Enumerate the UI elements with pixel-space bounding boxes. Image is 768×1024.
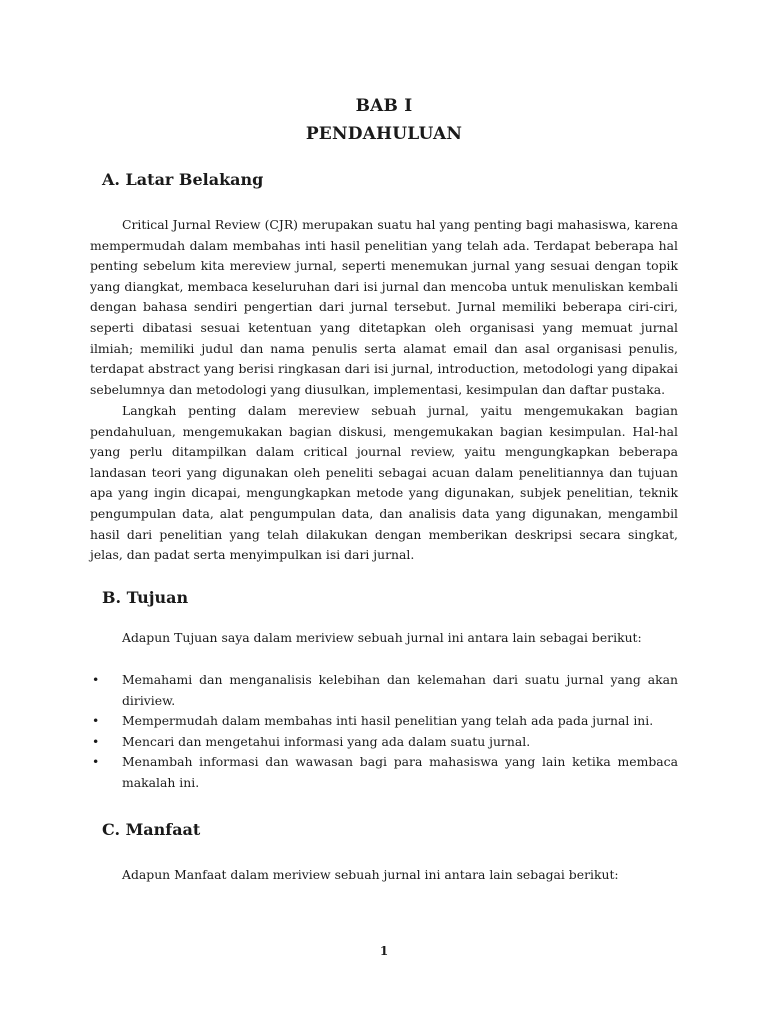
manfaat-intro: Adapun Manfaat dalam meriview sebuah jurnal ini antara lain sebagai berikut: (122, 867, 619, 882)
list-item-text: Mencari dan mengetahui informasi yang ada dalam suatu jurnal. (122, 733, 531, 749)
paragraph-latar-belakang-1: Critical Jurnal Review (CJR) merupakan suatu hal yang penting bagi mahasiswa, karena mempermudah dalam membahas inti hasil penelitian yang telah ada. Terdapat beberapa hal penting sebelum kita mereview jurnal, seperti menemukan jurnal yang sesuai dengan topik yang diangkat, membaca keseluruhan dari isi jurnal dan mencoba untuk menuliskan kembali dengan bahasa sendiri pengertian dari jurnal tersebut. Jurnal memiliki beberapa ciri-ciri, seperti dibatasi sesuai ketentuan yang ditetapkan oleh organisasi yang memuat jurnal ilmiah; memiliki judul dan nama penulis serta alamat email dan asal organisasi penulis, terdapat abstract yang berisi ringkasan dari isi jurnal, introduction, metodologi yang dipakai sebelumnya dan metodologi yang diusulkan, implementasi, kesimpulan dan daftar pustaka. (90, 217, 678, 397)
bullet-icon: • (92, 733, 100, 749)
list-item-text: Mempermudah dalam membahas inti hasil penelitian yang telah ada pada jurnal ini. (122, 713, 654, 729)
list-item (90, 752, 678, 793)
list-item (90, 732, 678, 753)
bullet-icon: • (92, 672, 100, 687)
section-heading-manfaat: C. Manfaat (102, 820, 201, 839)
section-heading-tujuan: B. Tujuan (102, 588, 189, 607)
bullet-icon: • (92, 713, 100, 729)
tujuan-intro: Adapun Tujuan saya dalam meriview sebuah jurnal ini antara lain sebagai berikut: (122, 630, 642, 645)
chapter-title: PENDAHULUAN (305, 124, 463, 144)
page-number: 1 (379, 944, 389, 958)
tujuan-list (90, 670, 678, 794)
list-item-text: Menambah informasi dan wawasan bagi para mahasiswa yang lain ketika membaca makalah ini. (122, 754, 678, 790)
bullet-icon: • (92, 754, 100, 770)
chapter-number: BAB I (355, 96, 413, 116)
paragraph-latar-belakang-2: Langkah penting dalam mereview sebuah jurnal, yaitu mengemukakan bagian pendahuluan, mengemukakan bagian diskusi, mengemukakan bagian kesimpulan. Hal-hal yang perlu ditampilkan dalam critical journal review, yaitu mengungkapkan beberapa landasan teori yang digunakan oleh peneliti sebagai acuan dalam penelitiannya dan tujuan apa yang ingin dicapai, mengungkapkan metode yang digunakan, subjek penelitian, teknik pengumpulan data, alat pengumpulan data, dan analisis data yang digunakan, mengambil hasil dari penelitian yang telah dilakukan dengan memberikan deskripsi secara singkat, jelas, dan padat serta menyimpulkan isi dari jurnal. (90, 403, 678, 563)
list-item (90, 670, 678, 711)
list-item (90, 711, 678, 732)
section-heading-latar-belakang: A. Latar Belakang (102, 170, 264, 189)
list-item-text: Memahami dan menganalisis kelebihan dan kelemahan dari suatu jurnal yang akan diriview. (122, 672, 678, 708)
